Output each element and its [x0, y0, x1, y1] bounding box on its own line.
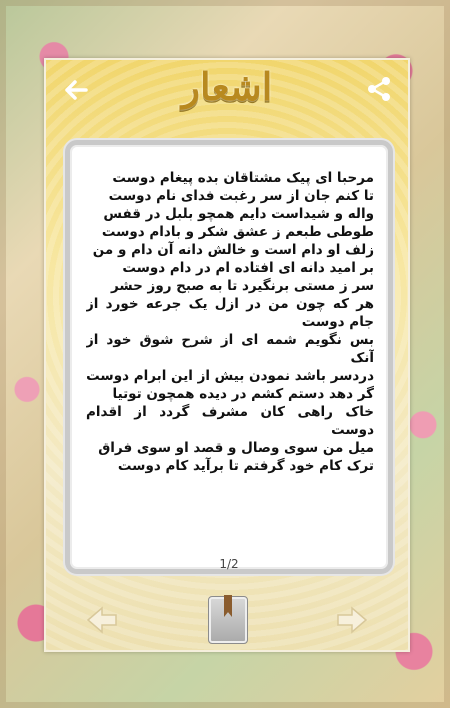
poem-line: خاک راهی کان مشرف گردد از اقدام دوست — [86, 404, 374, 438]
poem-line: بس نگویم شمه ای از شرح شوق خود از آنک — [86, 332, 374, 366]
poem-line: ترک کام خود گرفتم تا برآید کام دوست — [117, 458, 374, 474]
next-page-button[interactable] — [334, 602, 370, 638]
page-indicator: 1/2 — [219, 557, 239, 571]
header — [46, 60, 408, 120]
bookmark-button[interactable] — [208, 596, 248, 644]
poem-line: سر ز مستی برنگیرد تا به صبح روز حشر — [110, 278, 374, 294]
share-button[interactable] — [364, 74, 394, 104]
poem-line: گر دهد دستم کشم در دیده همچون توتیا — [112, 386, 374, 402]
arrow-left-icon — [84, 602, 120, 638]
poem-line: زلف او دام است و خالش دانه آن دام و من — [92, 242, 374, 258]
arrow-right-icon — [334, 602, 370, 638]
previous-page-button[interactable] — [84, 602, 120, 638]
share-icon — [364, 74, 394, 104]
poem-line: مرحبا ای پیک مشتاقان بده پیغام دوست — [112, 170, 374, 186]
poem-line: میل من سوی وصال و قصد او سوی فراق — [98, 440, 374, 456]
poem-text-area[interactable] — [86, 169, 374, 547]
poem-line: هر که چون من در ازل یک جرعه خورد از جام دوست — [86, 296, 374, 330]
main-panel — [44, 58, 410, 652]
poem-line: دردسر باشد نمودن بیش از این ابرام دوست — [86, 368, 374, 384]
poem-line: واله و شیداست دایم همچو بلبل در قفس — [103, 206, 374, 222]
poem-line: تا کنم جان از سر رغبت فدای نام دوست — [108, 188, 374, 204]
page-title: اشعار — [181, 64, 273, 109]
poem-card — [65, 140, 393, 574]
bottom-nav — [46, 590, 408, 650]
poem-line: بر امید دانه ای افتاده ام در دام دوست — [122, 260, 374, 276]
bookmark-icon — [224, 595, 232, 617]
poem-line: طوطی طبعم ز عشق شکر و بادام دوست — [101, 224, 374, 240]
